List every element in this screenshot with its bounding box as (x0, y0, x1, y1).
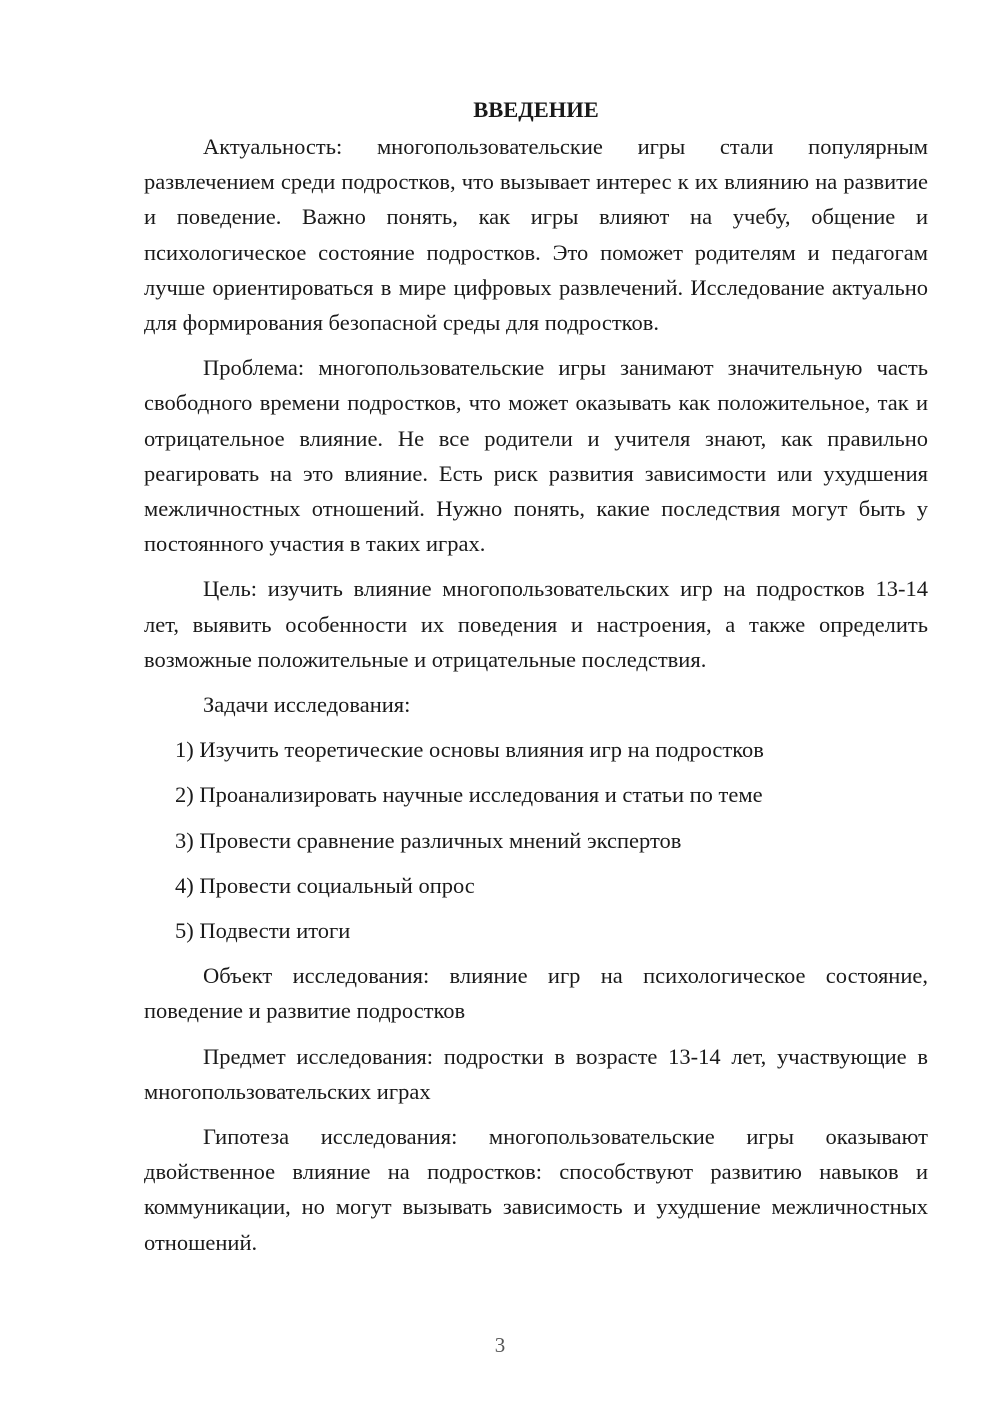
task-item: 2) Проанализировать научные исследования и статьи по теме (175, 782, 763, 808)
object-paragraph: Объект исследования: влияние игр на психологическое состояние, поведение и развитие подростков (144, 963, 928, 1024)
task-item: 4) Провести социальный опрос (175, 872, 475, 898)
task-item: 1) Изучить теоретические основы влияния игр на подростков (175, 737, 764, 763)
goal-paragraph: Цель: изучить влияние многопользовательских игр на подростков 13-14 лет, выявить особенности их поведения и настроения, а также определить возможные положительные и отрицательные последствия. (144, 576, 928, 672)
hypothesis-paragraph: Гипотеза исследования: многопользовательские игры оказывают двойственное влияние на подростков: способствуют развитию навыков и коммуникации, но могут вызывать зависимость и ухудшение межличностных отношений. (144, 1124, 928, 1255)
problem-paragraph: Проблема: многопользовательские игры занимают значительную часть свободного времени подростков, что может оказывать как положительное, так и отрицательное влияние. Не все родители и учителя знают, как правильно реагировать на это влияние. Есть риск развития зависимости или ухудшения межличностных отношений. Нужно понять, какие последствия могут быть у постоянного участия в таких играх. (144, 355, 928, 557)
tasks-heading: Задачи исследования: (203, 692, 411, 718)
subject-paragraph: Предмет исследования: подростки в возрасте 13-14 лет, участвующие в многопользовательских играх (144, 1043, 928, 1104)
tasks-list (144, 732, 928, 948)
task-item: 5) Подвести итоги (175, 918, 351, 944)
page-title: ВВЕДЕНИЕ (473, 97, 599, 122)
relevance-paragraph: Актуальность: многопользовательские игры стали популярным развлечением среди подростков, что вызывает интерес к их влиянию на развитие и поведение. Важно понять, как игры влияют на учебу, общение и психологическое состояние подростков. Это поможет родителям и педагогам лучше ориентироваться в мире цифровых развлечений. Исследование актуально для формирования безопасной среды для подростков. (144, 134, 928, 336)
page-number: 3 (494, 1333, 506, 1357)
task-item: 3) Провести сравнение различных мнений экспертов (175, 827, 682, 853)
document-page (144, 92, 928, 1270)
